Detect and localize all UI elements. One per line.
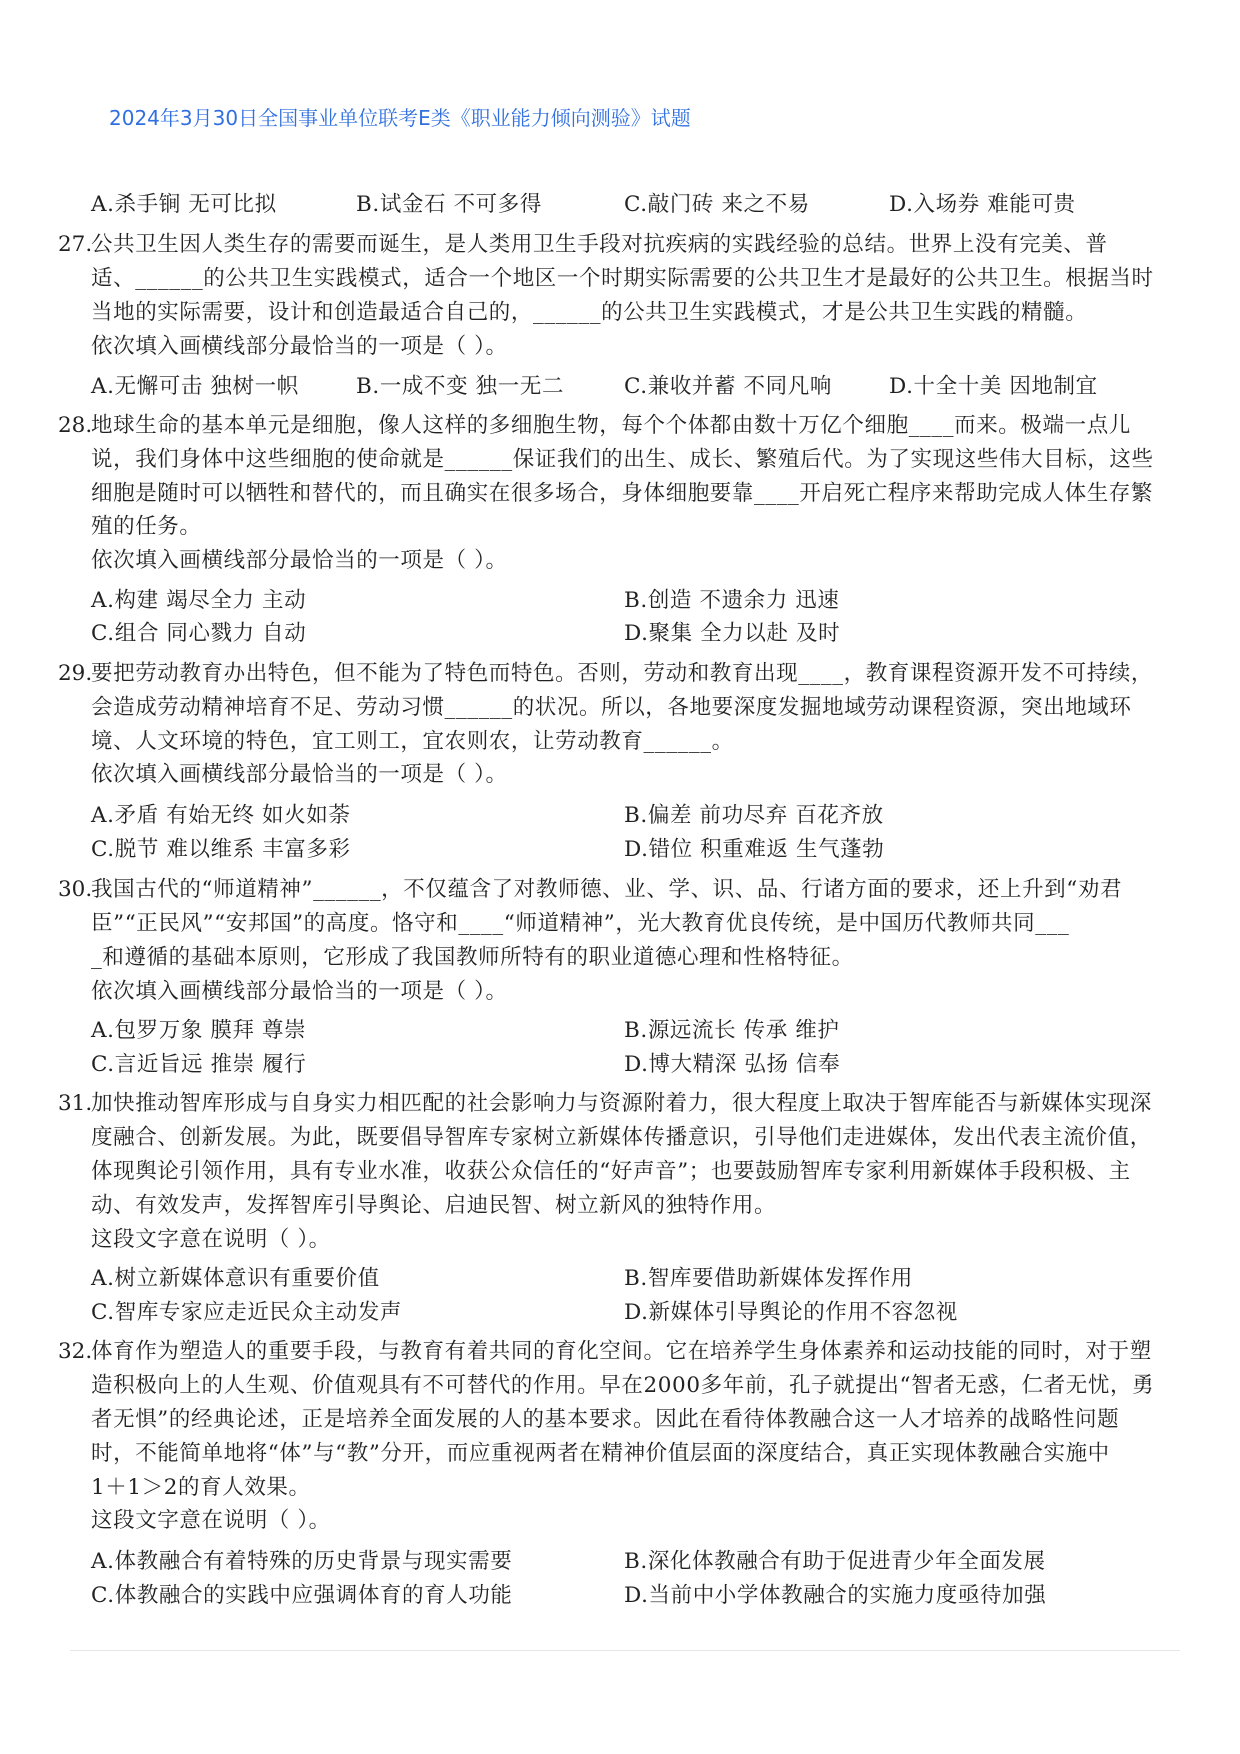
question-text-line: 度融合、创新发展。为此，既要倡导智库专家树立新媒体传播意识，引导他们走进媒体，发出代表主流价值， bbox=[91, 1125, 1152, 1150]
question-number: 28. bbox=[58, 413, 93, 438]
question-prompt-line: 依次填入画横线部分最恰当的一项是（ ）。 bbox=[91, 979, 508, 1004]
answer-option-b: B.创造 不遗余力 迅速 bbox=[624, 588, 840, 613]
question-prompt-line: 这段文字意在说明（ ）。 bbox=[91, 1227, 331, 1252]
document-title: 2024年3月30日全国事业单位联考E类《职业能力倾向测验》试题 bbox=[109, 106, 691, 130]
answer-option-c: C.言近旨远 推崇 履行 bbox=[91, 1052, 307, 1077]
question-prompt-line: 依次填入画横线部分最恰当的一项是（ ）。 bbox=[91, 334, 508, 359]
question-number: 29. bbox=[58, 661, 93, 686]
question-text-line: 说，我们身体中这些细胞的使命就是______保证我们的出生、成长、繁殖后代。为了实现这些伟大目标，这些 bbox=[91, 447, 1154, 472]
question-text-line: 会造成劳动精神培育不足、劳动习惯______的状况。所以，各地要深度发掘地域劳动课程资源，突出地域环 bbox=[91, 695, 1132, 720]
question-text-line: 细胞是随时可以牺牲和替代的，而且确实在很多场合，身体细胞要靠____开启死亡程序来帮助完成人体生存繁 bbox=[91, 481, 1154, 506]
answer-option-a: A.矛盾 有始无终 如火如荼 bbox=[91, 803, 351, 828]
question-text-line: 适、______的公共卫生实践模式，适合一个地区一个时期实际需要的公共卫生才是最好的公共卫生。根据当时 bbox=[91, 266, 1154, 291]
question-prompt-line: 依次填入画横线部分最恰当的一项是（ ）。 bbox=[91, 548, 508, 573]
answer-option-b: B.一成不变 独一无二 bbox=[356, 374, 565, 399]
answer-option-b: B.智库要借助新媒体发挥作用 bbox=[624, 1266, 914, 1291]
answer-option-b: B.深化体教融合有助于促进青少年全面发展 bbox=[624, 1549, 1046, 1574]
question-text-line: 公共卫生因人类生存的需要而诞生，是人类用卫生手段对抗疾病的实践经验的总结。世界上没有完美、普 bbox=[91, 232, 1108, 257]
answer-option-d: D.当前中小学体教融合的实施力度亟待加强 bbox=[624, 1583, 1047, 1608]
answer-option-c: C.智库专家应走近民众主动发声 bbox=[91, 1300, 403, 1325]
answer-option-d: D.入场券 难能可贵 bbox=[889, 192, 1076, 217]
question-text-line: 时，不能简单地将“体”与“教”分开，而应重视两者在精神价值层面的深度结合，真正实现体教融合实施中 bbox=[91, 1441, 1110, 1466]
answer-option-a: A.包罗万象 膜拜 尊崇 bbox=[91, 1018, 307, 1043]
answer-option-d: D.博大精深 弘扬 信奉 bbox=[624, 1052, 841, 1077]
page-divider bbox=[70, 1650, 1180, 1651]
question-number: 30. bbox=[58, 877, 93, 902]
question-text-line: 造积极向上的人生观、价值观具有不可替代的作用。早在2000多年前，孔子就提出“智者无惑，仁者无忧，勇 bbox=[91, 1373, 1155, 1398]
question-number: 32. bbox=[58, 1339, 93, 1364]
question-text-line: 体育作为塑造人的重要手段，与教育有着共同的育化空间。它在培养学生身体素养和运动技能的同时，对于塑 bbox=[91, 1339, 1152, 1364]
answer-option-b: B.偏差 前功尽弃 百花齐放 bbox=[624, 803, 884, 828]
answer-option-d: D.新媒体引导舆论的作用不容忽视 bbox=[624, 1300, 958, 1325]
question-text-line: 1＋1＞2的育人效果。 bbox=[91, 1475, 311, 1500]
answer-option-c: C.脱节 难以维系 丰富多彩 bbox=[91, 837, 351, 862]
question-text-line: _和遵循的基础本原则，它形成了我国教师所特有的职业道德心理和性格特征。 bbox=[91, 945, 854, 970]
question-prompt-line: 依次填入画横线部分最恰当的一项是（ ）。 bbox=[91, 762, 508, 787]
question-text-line: 境、人文环境的特色，宜工则工，宜农则农，让劳动教育______。 bbox=[91, 729, 734, 754]
answer-option-c: C.组合 同心戮力 自动 bbox=[91, 621, 307, 646]
question-text-line: 我国古代的“师道精神”______，不仅蕴含了对教师德、业、学、识、品、行诸方面的要求，还上升到“劝君 bbox=[91, 877, 1123, 902]
answer-option-c: C.体教融合的实践中应强调体育的育人功能 bbox=[91, 1583, 513, 1608]
answer-option-b: B.源远流长 传承 维护 bbox=[624, 1018, 840, 1043]
answer-option-b: B.试金石 不可多得 bbox=[356, 192, 542, 217]
question-text-line: 当地的实际需要，设计和创造最适合自己的，______的公共卫生实践模式，才是公共卫生实践的精髓。 bbox=[91, 300, 1088, 325]
question-text-line: 加快推动智库形成与自身实力相匹配的社会影响力与资源附着力，很大程度上取决于智库能否与新媒体实现深 bbox=[91, 1091, 1152, 1116]
question-text-line: 体现舆论引领作用，具有专业水准，收获公众信任的“好声音”；也要鼓励智库专家利用新媒体手段积极、主 bbox=[91, 1159, 1131, 1184]
question-text-line: 要把劳动教育办出特色，但不能为了特色而特色。否则，劳动和教育出现____，教育课程资源开发不可持续， bbox=[91, 661, 1154, 686]
question-number: 27. bbox=[58, 232, 93, 257]
question-text-line: 殖的任务。 bbox=[91, 514, 202, 539]
answer-option-a: A.树立新媒体意识有重要价值 bbox=[91, 1266, 380, 1291]
answer-option-c: C.兼收并蓄 不同凡响 bbox=[624, 374, 832, 399]
answer-option-a: A.杀手锏 无可比拟 bbox=[91, 192, 277, 217]
answer-option-a: A.构建 竭尽全力 主动 bbox=[91, 588, 307, 613]
answer-option-a: A.无懈可击 独树一帜 bbox=[91, 374, 299, 399]
answer-option-d: D.错位 积重难返 生气蓬勃 bbox=[624, 837, 885, 862]
answer-option-a: A.体教融合有着特殊的历史背景与现实需要 bbox=[91, 1549, 513, 1574]
question-text-line: 地球生命的基本单元是细胞，像人这样的多细胞生物，每个个体都由数十万亿个细胞____而来。极端一点儿 bbox=[91, 413, 1131, 438]
question-number: 31. bbox=[58, 1091, 93, 1116]
answer-option-d: D.十全十美 因地制宜 bbox=[889, 374, 1098, 399]
question-prompt-line: 这段文字意在说明（ ）。 bbox=[91, 1508, 331, 1533]
question-text-line: 者无惧”的经典论述，正是培养全面发展的人的基本要求。因此在看待体教融合这一人才培养的战略性问题 bbox=[91, 1407, 1120, 1432]
question-text-line: 臣”“正民风”“安邦国”的高度。恪守和____“师道精神”，光大教育优良传统，是中国历代教师共同___ bbox=[91, 911, 1070, 936]
question-text-line: 动、有效发声，发挥智库引导舆论、启迪民智、树立新风的独特作用。 bbox=[91, 1193, 777, 1218]
answer-option-c: C.敲门砖 来之不易 bbox=[624, 192, 810, 217]
answer-option-d: D.聚集 全力以赴 及时 bbox=[624, 621, 841, 646]
